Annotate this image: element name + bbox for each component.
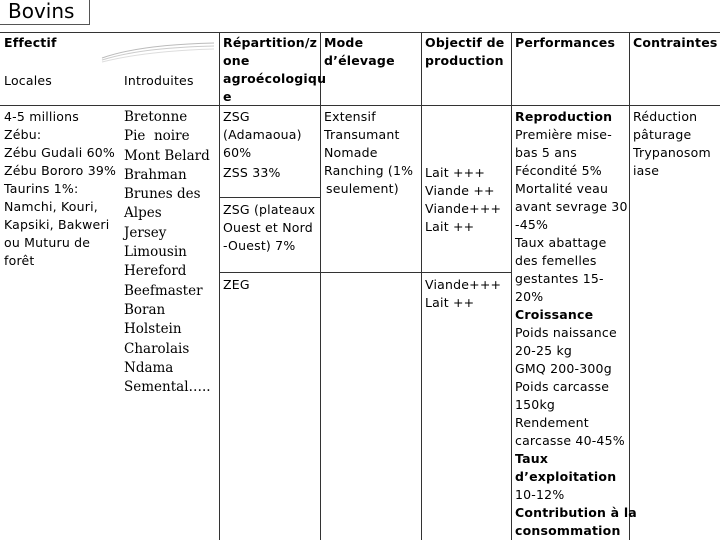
list-item: ou Muturu de (4, 235, 91, 250)
list-item: Zébu Gudali 60% (4, 145, 115, 160)
performance-line: Reproduction (515, 109, 613, 124)
header-contraintes: Contraintes (633, 35, 718, 50)
header-introduites: Introduites (124, 73, 194, 88)
list-item: Boran (124, 301, 166, 318)
header-repartition: Répartition/z one agroécologiqu e (223, 35, 327, 104)
repartition-block-plateaux: ZSG (plateaux Ouest et Nord -Ouest) 7% (223, 202, 316, 253)
header-performances: Performances (515, 35, 616, 50)
performance-line: Fécondité 5% (515, 163, 602, 178)
list-item: Zébu: (4, 127, 42, 142)
repartition-block-adamaoua: ZSG (Adamaoua) 60% ZSS 33% (223, 109, 302, 180)
mode-elevage-list: Extensif Transumant Nomade Ranching (1% seulement) (324, 109, 414, 196)
list-item: forêt (4, 253, 35, 268)
header-objectif: Objectif de production (425, 35, 505, 68)
list-item: Pie noire (124, 128, 190, 145)
performance-line: Taux (515, 451, 549, 466)
slide-title: Bovins (0, 0, 90, 25)
performance-line: des femelles (515, 253, 597, 268)
list-item: Jersey (124, 224, 167, 241)
performance-line: Poids naissance (515, 325, 617, 340)
performance-line: avant sevrage 30 (515, 199, 628, 214)
header-divider (0, 105, 720, 106)
performance-line: Première mise- (515, 127, 612, 142)
header-locales: Locales (4, 73, 53, 88)
contraintes-list: Réduction pâturage Trypanosom iase (633, 109, 711, 178)
performance-line: 20-25 kg (515, 343, 573, 358)
performance-line: 20% (515, 289, 544, 304)
locales-list (4, 108, 116, 270)
column-divider (320, 32, 321, 540)
list-item: Holstein (124, 321, 182, 338)
list-item: Taurins 1%: (4, 181, 79, 196)
objectif-block-2: Viande+++ Lait ++ (425, 277, 502, 310)
performance-line: Taux abattage (515, 235, 607, 250)
list-item: Brunes des (124, 186, 201, 203)
performance-line: 10-12% (515, 487, 565, 502)
performance-line: gestantes 15- (515, 271, 604, 286)
performance-line: Croissance (515, 307, 594, 322)
performance-line: Contribution à la (515, 505, 637, 520)
list-item: Beefmaster (124, 282, 203, 299)
performance-line: Poids carcasse (515, 379, 610, 394)
list-item: Mont Belard (124, 147, 210, 164)
header-effectif: Effectif (4, 35, 57, 50)
performances-list (515, 108, 637, 540)
list-item: Ndama (124, 359, 174, 376)
list-item: Namchi, Kouri, (4, 199, 98, 214)
performance-line: d’exploitation (515, 469, 617, 484)
performance-line: Rendement (515, 415, 589, 430)
header-mode-elevage: Mode d’élevage (324, 35, 395, 68)
list-item: Alpes (124, 205, 162, 222)
list-item: Semental….. (124, 379, 211, 396)
performance-line: Mortalité veau (515, 181, 609, 196)
performance-line: consommation (515, 523, 621, 538)
list-item: Kapsiki, Bakweri (4, 217, 110, 232)
performance-line: 150kg (515, 397, 556, 412)
list-item: Brahman (124, 166, 187, 183)
list-item: 4-5 millions (4, 109, 79, 124)
column-divider (421, 32, 422, 540)
row-divider (219, 272, 511, 273)
list-item: Limousin (124, 244, 187, 261)
list-item: Bretonne (124, 109, 188, 125)
introduites-list (124, 108, 211, 397)
list-item: Charolais (124, 340, 190, 357)
list-item: Hereford (124, 263, 187, 280)
list-item: Zébu Bororo 39% (4, 163, 117, 178)
row-divider (219, 197, 320, 198)
column-divider (219, 32, 220, 540)
performance-line: GMQ 200-300g (515, 361, 612, 376)
performance-line: bas 5 ans (515, 145, 577, 160)
performance-line: -45% (515, 217, 549, 232)
performance-line: carcasse 40-45% (515, 433, 625, 448)
objectif-block-1: Lait +++ Viande ++ Viande+++ Lait ++ (425, 165, 502, 234)
column-divider (511, 32, 512, 540)
repartition-block-zeg: ZEG (223, 277, 250, 292)
